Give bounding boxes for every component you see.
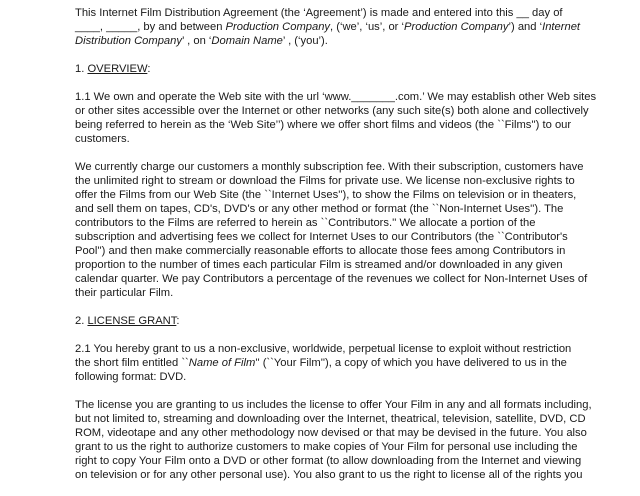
section-heading-overview [75, 62, 565, 76]
intro-text: ____, _____, by and between [75, 21, 226, 33]
text-line: We currently charge our customers a monthly subscription fee. With their subscription, customers have [75, 161, 584, 173]
section-title: OVERVIEW [87, 63, 148, 75]
text-line: contributors to the Films are referred to herein as ``Contributors.'' We allocate a portion of the [75, 217, 536, 229]
distribution-company-term: Distribution Company [75, 35, 182, 47]
text-line: on television or for any other personal use). You also grant to us the right to license all of the rights you [75, 469, 583, 481]
text-line: but not limited to, streaming and downloading over the Internet, theatrical, television, satellite, DVD, CD [75, 413, 586, 425]
text-line: offer the Films from our Web Site (the ``Internet Uses''), to show the Films on television or in theaters, [75, 189, 577, 201]
production-company-term: Production Company [404, 21, 509, 33]
internet-term: Internet [542, 21, 581, 33]
text-line: or other sites accessible over the Internet or other networks (any such site(s) both alone and collectively [75, 105, 589, 117]
intro-text: ’) and ‘ [508, 21, 543, 33]
text-line: grant to us the right to authorize customers to make copies of Your Film for personal use including the [75, 441, 578, 453]
agreement-text [75, 6, 597, 496]
text-segment: the short film entitled `` [75, 357, 189, 369]
intro-paragraph [75, 6, 581, 48]
text-line: following format: DVD. [75, 371, 187, 383]
section-number: 2. [75, 315, 88, 327]
text-segment: '' (``Your Film''), a copy of which you have delivered to us in the [255, 357, 567, 369]
text-line [75, 356, 565, 370]
section-title: LICENSE GRANT [87, 315, 177, 327]
intro-line-3 [75, 34, 565, 48]
domain-name-term: Domain Name [211, 35, 283, 47]
intro-text: ’ , (‘you’). [282, 35, 328, 47]
text-line: 1.1 We own and operate the Web site with the url ‘www._______.com.’ We may establish other Web sites [75, 91, 597, 103]
intro-line-1: This Internet Film Distribution Agreement (the ‘Agreement’) is made and entered into this __ day of [75, 7, 563, 19]
name-of-film-term: Name of Film [188, 357, 256, 369]
text-line: customers. [75, 133, 130, 145]
text-line: proportion to the number of times each particular Film is streamed and/or downloaded in any given [75, 259, 563, 271]
text-line: right to copy Your Film onto a DVD or other format (to allow downloading from the Internet and viewing [75, 455, 582, 467]
intro-text: ’ , on ‘ [181, 35, 212, 47]
paragraph-subscription [75, 160, 588, 300]
text-line: and sell them on tapes, CD's, DVD's or any other method or format (the ``Non-Internet Uses''). The [75, 203, 564, 215]
text-line: subscription and advertising fees we collect for Internet Uses to our Contributors (the ``Contributor's [75, 231, 568, 243]
text-line: calendar quarter. We pay Contributors a percentage of the revenues we collect for Non-Internet Uses of [75, 273, 588, 285]
production-company-term: Production Company [225, 21, 331, 33]
text-line: The license you are granting to us includes the license to offer Your Film in any and all formats including, [75, 399, 592, 411]
text-line: the unlimited right to stream or download the Films for private use. We license non-exclusive rights to [75, 175, 575, 187]
text-line: 2.1 You hereby grant to us a non-exclusive, worldwide, perpetual license to exploit without restriction [75, 343, 572, 355]
paragraph-license-scope [75, 398, 592, 482]
section-colon: : [176, 315, 180, 327]
paragraph-1-1 [75, 90, 597, 146]
text-line: being referred to herein as the ‘Web Site’’) where we offer short films and videos (the ``Films'') to our [75, 119, 572, 131]
paragraph-2-1 [75, 342, 572, 384]
section-colon: : [147, 63, 151, 75]
section-number: 1. [75, 63, 88, 75]
text-line: their particular Film. [75, 287, 174, 299]
intro-line-2 [75, 20, 581, 34]
section-heading-license-grant [75, 314, 565, 328]
text-line: ROM, videotape and any other methodology now devised or that may be devised in the future. You also [75, 427, 587, 439]
text-line: Pool'') and then make commercially reasonable efforts to allocate those fees among Contributors in [75, 245, 566, 257]
intro-text: , (‘we’, ‘us’, or ‘ [330, 21, 405, 33]
